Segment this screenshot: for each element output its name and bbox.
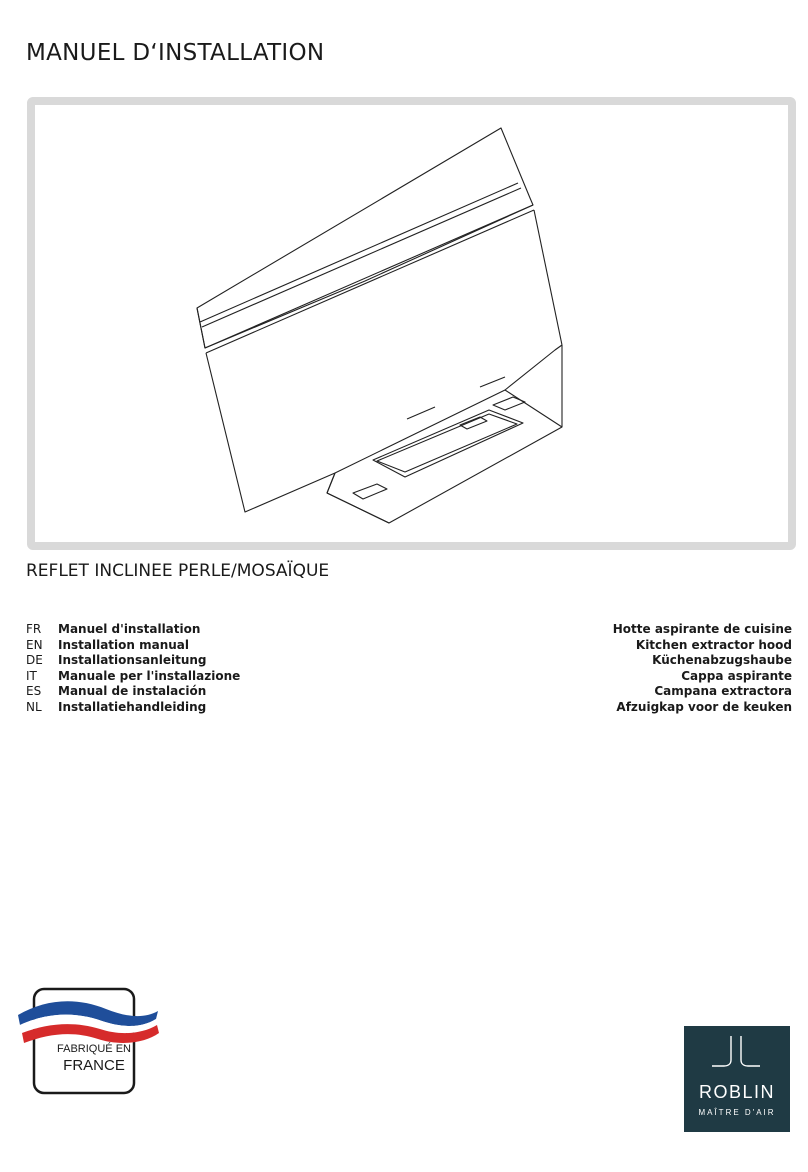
language-code: ES	[26, 684, 42, 699]
roblin-monogram-icon	[684, 1026, 790, 1082]
product-type: Hotte aspirante de cuisine	[612, 622, 792, 636]
list-item	[26, 684, 792, 700]
language-list	[26, 622, 792, 716]
language-code: DE	[26, 653, 43, 668]
made-in-france-badge	[16, 985, 161, 1095]
list-item	[26, 700, 792, 716]
product-type: Campana extractora	[654, 684, 792, 699]
product-type: Afzuigkap voor de keuken	[616, 699, 792, 714]
list-item	[26, 622, 792, 638]
manual-title: Manuel d'installation	[58, 622, 201, 636]
list-item	[26, 669, 792, 685]
page-title: MANUEL D‘INSTALLATION	[26, 40, 325, 66]
manual-title: Manuale per l'installazione	[58, 668, 241, 683]
product-type: Kitchen extractor hood	[635, 637, 792, 652]
badge-line-2: FRANCE	[63, 1057, 125, 1074]
list-item	[26, 653, 792, 669]
extractor-hood-icon	[35, 105, 788, 542]
brand-tagline: MAÎTRE D'AIR	[698, 1108, 776, 1117]
badge-line-1: FABRIQUÉ EN	[57, 1043, 131, 1055]
product-type: Cappa aspirante	[681, 668, 792, 683]
language-code: NL	[26, 699, 42, 714]
brand-logo	[684, 1026, 790, 1132]
manual-title: Installation manual	[58, 637, 190, 652]
list-item	[26, 638, 792, 654]
manual-title: Manual de instalación	[58, 684, 207, 699]
product-name: REFLET INCLINEE PERLE/MOSAÏQUE	[26, 561, 330, 581]
manual-title: Installatiehandleiding	[58, 699, 207, 714]
manual-title: Installationsanleitung	[58, 653, 207, 668]
language-code: IT	[26, 668, 37, 683]
language-code: EN	[26, 637, 43, 652]
product-type: Küchenabzugshaube	[652, 653, 792, 668]
brand-name: ROBLIN	[698, 1082, 776, 1102]
french-flag-icon	[16, 985, 161, 1095]
language-code: FR	[26, 622, 42, 636]
product-illustration-frame	[27, 97, 796, 550]
